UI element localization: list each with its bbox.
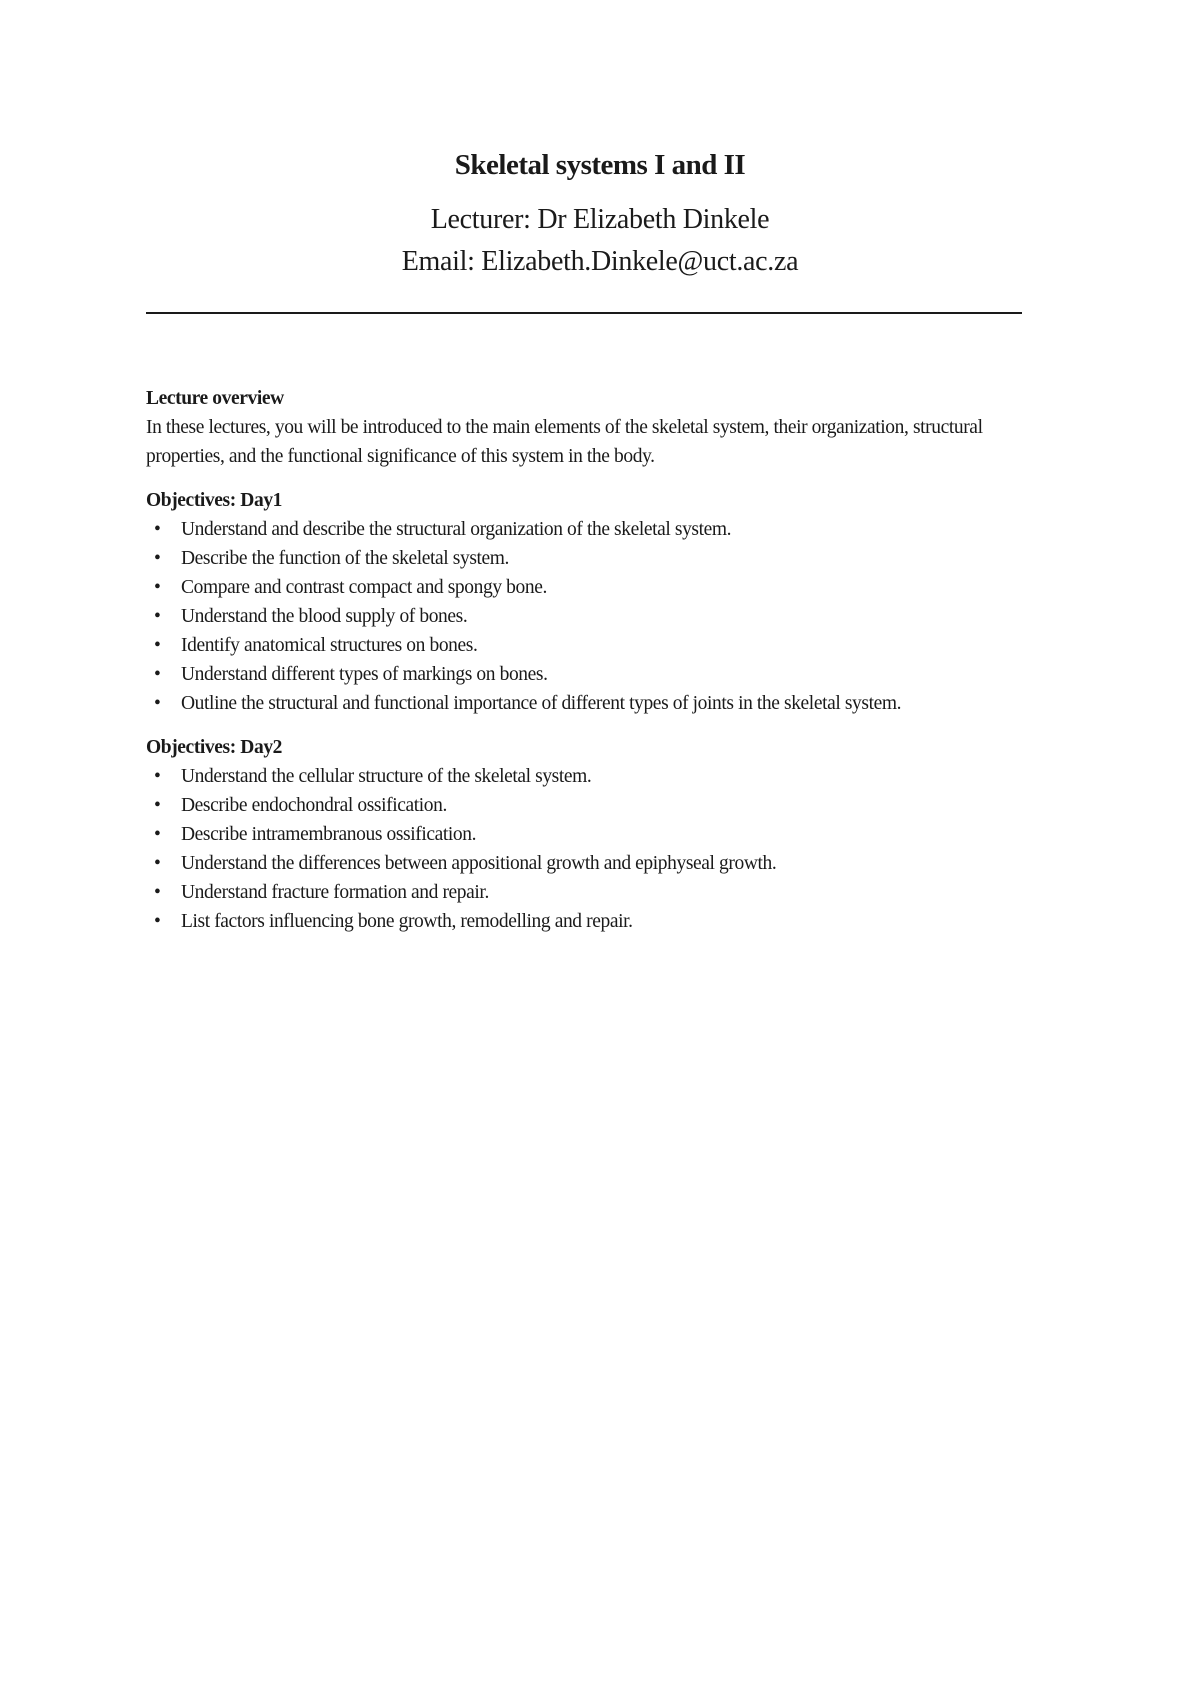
objective-text: Understand different types of markings on bones. — [181, 664, 548, 685]
list-item — [146, 907, 1046, 936]
bullet-icon: • — [154, 795, 161, 816]
bullet-icon: • — [154, 882, 161, 903]
overview-heading: Lecture overview — [146, 388, 284, 409]
bullet-icon: • — [154, 577, 161, 598]
day2-objective-list — [146, 762, 1046, 936]
bullet-icon: • — [154, 693, 161, 714]
list-item — [146, 602, 1046, 631]
day1-section — [146, 486, 1046, 718]
bullet-icon: • — [154, 766, 161, 787]
list-item — [146, 878, 1046, 907]
list-item — [146, 791, 1046, 820]
day1-objective-list — [146, 515, 1046, 718]
header-divider — [146, 312, 1022, 314]
bullet-icon: • — [154, 911, 161, 932]
objective-text: Describe endochondral ossification. — [181, 795, 447, 816]
day2-heading: Objectives: Day2 — [146, 737, 283, 758]
list-item — [146, 820, 1046, 849]
objective-text: Understand fracture formation and repair. — [181, 882, 489, 903]
document-header — [0, 145, 1200, 283]
overview-text: In these lectures, you will be introduced to the main elements of the skeletal system, their organization, structural properties, and the functional significance of this system in the body. — [146, 417, 983, 467]
objective-text: Identify anatomical structures on bones. — [181, 635, 478, 656]
objective-text: Understand and describe the structural organization of the skeletal system. — [181, 519, 732, 540]
email-line: Email: Elizabeth.Dinkele@uct.ac.za — [401, 246, 799, 277]
document-title: Skeletal systems I and II — [454, 149, 746, 181]
bullet-icon: • — [154, 824, 161, 845]
bullet-icon: • — [154, 606, 161, 627]
list-item — [146, 544, 1046, 573]
objective-text: Compare and contrast compact and spongy bone. — [181, 577, 547, 598]
bullet-icon: • — [154, 519, 161, 540]
objective-text: Outline the structural and functional importance of different types of joints in the skeletal system. — [181, 693, 902, 714]
objective-text: Understand the cellular structure of the skeletal system. — [181, 766, 592, 787]
bullet-icon: • — [154, 664, 161, 685]
day2-section — [146, 733, 1046, 936]
objective-text: Understand the blood supply of bones. — [181, 606, 468, 627]
list-item — [146, 631, 1046, 660]
overview-section — [146, 384, 1046, 471]
lecturer-line: Lecturer: Dr Elizabeth Dinkele — [430, 204, 770, 235]
objective-text: List factors influencing bone growth, remodelling and repair. — [181, 911, 633, 932]
objective-text: Describe intramembranous ossification. — [181, 824, 477, 845]
document-body — [146, 384, 1046, 951]
bullet-icon: • — [154, 853, 161, 874]
list-item — [146, 849, 1046, 878]
day1-heading: Objectives: Day1 — [146, 490, 283, 511]
list-item — [146, 660, 1046, 689]
list-item — [146, 515, 1046, 544]
list-item — [146, 762, 1046, 791]
objective-text: Understand the differences between appositional growth and epiphyseal growth. — [181, 853, 777, 874]
bullet-icon: • — [154, 635, 161, 656]
bullet-icon: • — [154, 548, 161, 569]
list-item — [146, 573, 1046, 602]
objective-text: Describe the function of the skeletal system. — [181, 548, 510, 569]
list-item — [146, 689, 1046, 718]
